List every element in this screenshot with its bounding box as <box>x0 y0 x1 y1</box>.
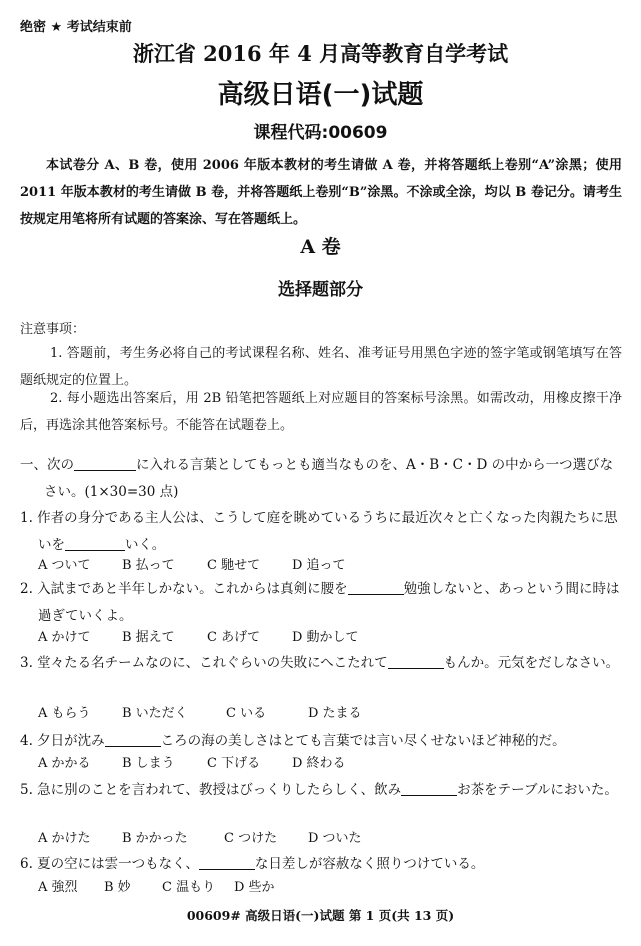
part-heading: 选择题部分 <box>278 280 363 300</box>
note-item: 2. 每小题选出答案后，用 2B 铅笔把答题纸上对应题目的答案标号涂黑。如需改动，用橡皮擦干净后，再选涂其他答案标号。不能答在试题卷上。 <box>20 391 622 433</box>
answer-blank <box>388 654 444 669</box>
answer-blank <box>401 781 457 796</box>
option-b: B 据えて <box>122 630 175 645</box>
option-row <box>38 554 346 578</box>
option-row <box>38 827 362 851</box>
page-footer: 00609# 高级日语(一)试题 第 1 页(共 13 页) <box>186 908 455 923</box>
option-b: B かかった <box>122 831 188 846</box>
option-b: B 妙 <box>104 880 131 895</box>
option-a: A かけた <box>38 831 91 846</box>
confidential-label: 绝密 ★ 考试结束前 <box>20 20 132 35</box>
option-c: C いる <box>226 706 267 721</box>
option-b: B しまう <box>122 756 175 771</box>
option-c: C 馳せて <box>207 558 261 573</box>
option-d: D 動かして <box>292 630 359 645</box>
option-d: D ついた <box>308 831 362 846</box>
option-c: C つけた <box>224 831 278 846</box>
option-row <box>38 876 275 900</box>
option-d: D 些か <box>234 880 275 895</box>
question: 1. 作者の身分である主人公は、こうして庭を眺めているうちに最近次々と亡くなった肉親たちに思いを いく。 <box>20 510 618 553</box>
question: 5. 急に別のことを言われて、教授はびっくりしたらしく、飲み お茶をテーブルにおいた。 <box>20 782 618 798</box>
option-d: D たまる <box>308 706 362 721</box>
option-c: C 下げる <box>207 756 261 771</box>
option-a: A ついて <box>38 558 91 573</box>
volume-heading: A 卷 <box>300 236 341 258</box>
section-instruction: 一、次の に入れる言葉としてもっとも適当なものを、A・B・C・D の中から一つ選びなさい。(1×30=30 点) <box>20 457 614 500</box>
option-c: C 温もり <box>162 880 216 895</box>
intro-paragraph: 本试卷分 A、B 卷，使用 2006 年版本教材的考生请做 A 卷，并将答题纸上卷别“A”涂黑；使用 2011 年版本教材的考生请做 B 卷，并将答题纸上卷别“B”涂黑。不涂或全涂，均以 B 卷记分。请考生按规定用笔将所有试题的答案涂、写在答题纸上。 <box>20 158 622 227</box>
notes-title: 注意事项： <box>20 322 86 337</box>
option-d: D 終わる <box>292 756 346 771</box>
option-row <box>38 626 359 650</box>
option-a: A かけて <box>38 630 91 645</box>
option-b: B いただく <box>122 706 188 721</box>
option-row <box>38 702 362 726</box>
answer-blank <box>74 456 136 471</box>
question: 4. 夕日が沈み ころの海の美しさはとても言葉では言い尽くせないほど神秘的だ。 <box>20 733 566 749</box>
answer-blank <box>348 580 404 595</box>
subject-title: 高级日语(一)试题 <box>217 80 424 110</box>
option-a: A もらう <box>38 706 91 721</box>
course-code: 课程代码:00609 <box>253 123 388 143</box>
option-b: B 払って <box>122 558 175 573</box>
option-c: C あげて <box>207 630 261 645</box>
option-d: D 追って <box>292 558 346 573</box>
answer-blank <box>199 855 255 870</box>
option-a: A かかる <box>38 756 91 771</box>
answer-blank <box>105 732 161 747</box>
question: 2. 入試まであと半年しかない。これからは真剣に腰を 勉強しないと、あっという間に時は過ぎていくよ。 <box>20 581 620 624</box>
answer-blank <box>65 536 125 551</box>
question: 3. 堂々たる名チームなのに、これぐらいの失敗にへこたれて もんか。元気をだしなさい。 <box>20 655 620 671</box>
exam-title: 浙江省 2016 年 4 月高等教育自学考试 <box>132 41 509 66</box>
option-row <box>38 752 346 776</box>
option-a: A 強烈 <box>38 880 78 895</box>
note-item: 1. 答题前，考生务必将自己的考试课程名称、姓名、准考证号用黑色字迹的签字笔或钢笔填写在答题纸规定的位置上。 <box>20 346 622 388</box>
question: 6. 夏の空には雲一つもなく、 な日差しが容赦なく照りつけている。 <box>20 856 485 872</box>
